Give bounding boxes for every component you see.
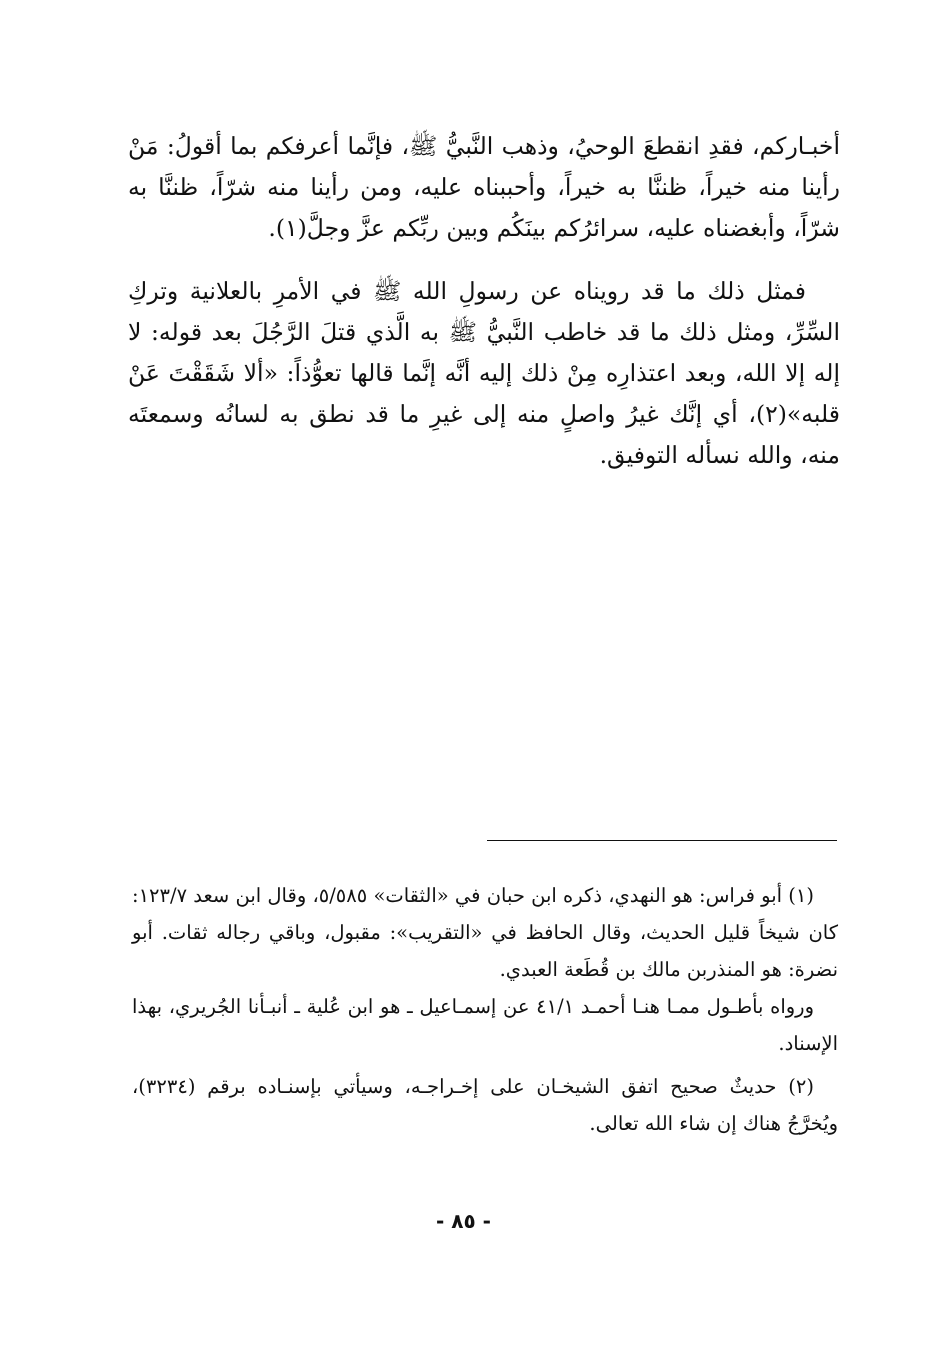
paragraph-2: فمثل ذلك ما قد رويناه عن رسولِ الله ﷺ في الأمرِ بالعلانية وتركِ السِّرِّ، ومثل ذلك ما قد خاطب النَّبيُّ ﷺ به الَّذي قتلَ الرَّجُلَ بعد قوله: لا إله إلا الله، وبعد اعتذارِه مِنْ ذلك إليه أنَّه إنَّما قالها تعوُّذاً: «ألا شَقَقْتَ عَنْ قلبه»(٢)، أي إنَّك غيرُ واصلٍ منه إلى غيرِ ما قد نطق به لسانُه وسمعتَه منه، والله نسأله التوفيق. (128, 277, 840, 469)
footnote-1-continuation: ورواه بأطـول ممـا هنـا أحمـد ٤١/١ عن إسمـاعيل ـ هو ابن عُلية ـ أنبـأنا الجُريري، بهذا الإسناد. (132, 995, 838, 1055)
footnote-separator (487, 840, 837, 841)
footnotes (132, 877, 838, 1142)
page-number: - ٨٥ - (436, 1209, 491, 1233)
paragraph-1: أخبـاركم، فقدِ انقطعَ الوحيُ، وذهب النَّبيُّ ﷺ، فإنَّما أعرفكم بما أقولُ: مَنْ رأينا منه خيراً، ظننَّا به خيراً، وأحببناه عليه، ومن رأينا منه شرّاً، ظننَّا به شرّاً، وأبغضناه عليه، سرائرُكم بينَكُم وبين ربِّكم عزَّ وجلَّ(١). (128, 132, 840, 242)
footnote-1: (١) أبو فراس: هو النهدي، ذكره ابن حبان في «الثقات» ٥/٥٨٥، وقال ابن سعد ١٢٣/٧: كان شيخاً قليل الحديث، وقال الحافظ في «التقريب»: مقبول، وباقي رجاله ثقات. أبو نضرة: هو المنذربن مالك بن قُطَعة العبدي. (132, 884, 838, 981)
main-text (128, 126, 840, 476)
footnote-2: (٢) حديثٌ صحيح اتفق الشيخـان على إخـراجـه، وسيأتي بإسنـاده برقم (٣٢٣٤)، ويُخرَّجُ هناك إن شاء الله تعالى. (132, 1075, 838, 1135)
